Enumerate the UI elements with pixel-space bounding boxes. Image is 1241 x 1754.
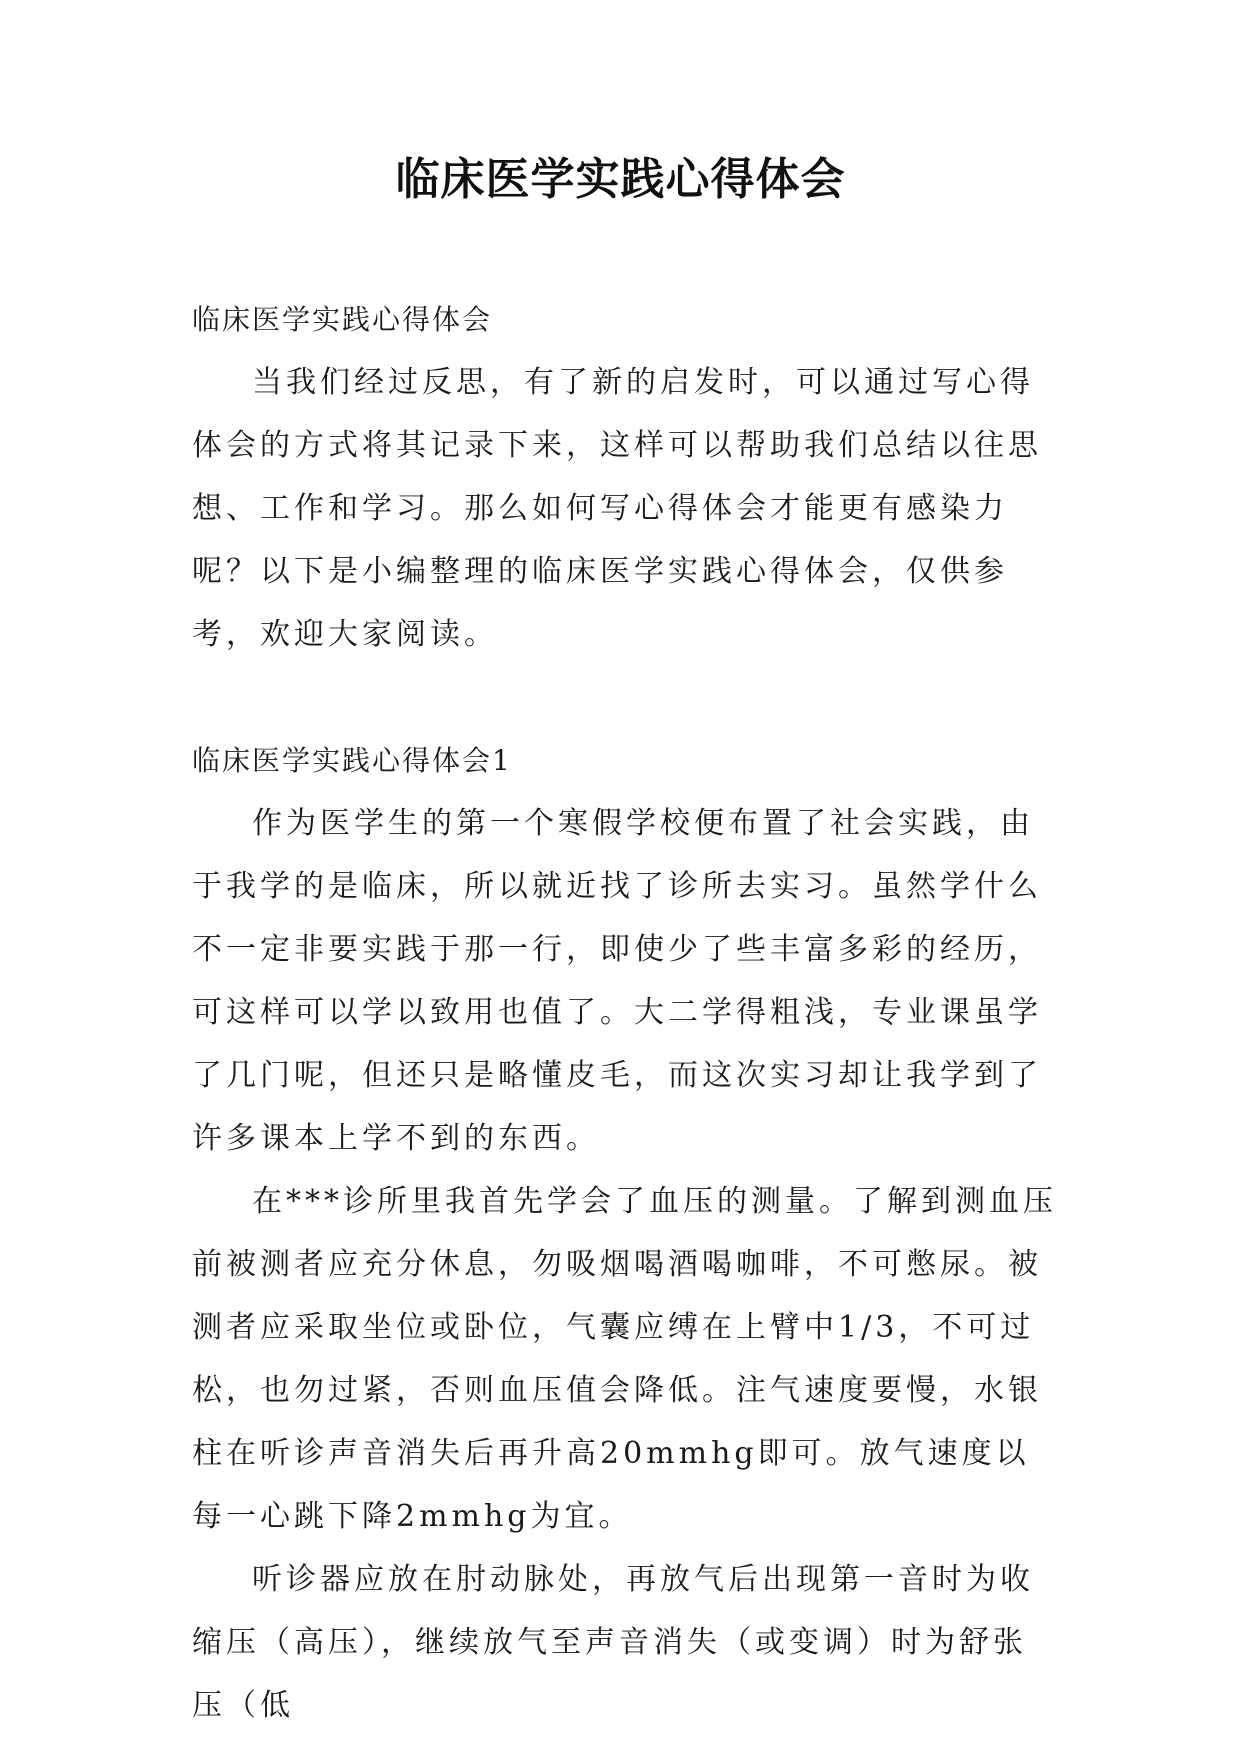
section-1-paragraph-1: 作为医学生的第一个寒假学校便布置了社会实践，由于我学的是临床，所以就近找了诊所去实习。虽然学什么不一定非要实践于那一行，即使少了些丰富多彩的经历，可这样可以学以致用也值了。大二学得粗浅，专业课虽学了几门呢，但还只是略懂皮毛，而这次实习却让我学到了许多课本上学不到的东西。 [192, 806, 1042, 1156]
document-body [192, 288, 1058, 1737]
section-1-paragraph-3: 听诊器应放在肘动脉处，再放气后出现第一音时为收缩压（高压），继续放气至声音消失（或变调）时为舒张压（低 [192, 1562, 1034, 1723]
section-spacer [192, 666, 1058, 729]
document-title: 临床医学实践心得体会 [395, 154, 846, 205]
intro-paragraph: 当我们经过反思，有了新的启发时，可以通过写心得体会的方式将其记录下来，这样可以帮助我们总结以往思想、工作和学习。那么如何写心得体会才能更有感染力呢？以下是小编整理的临床医学实践心得体会，仅供参考，欢迎大家阅读。 [192, 365, 1042, 652]
section-1-heading: 临床医学实践心得体会1 [192, 744, 512, 777]
section-1-paragraph-2: 在***诊所里我首先学会了血压的测量。了解到测血压前被测者应充分休息，勿吸烟喝酒喝咖啡，不可憋尿。被测者应采取坐位或卧位，气囊应缚在上臂中1/3，不可过松，也勿过紧，否则血压值会降低。注气速度要慢，水银柱在听诊声音消失后再升高20mmhg即可。放气速度以每一心跳下降2mmhg为宜。 [192, 1184, 1057, 1534]
intro-heading: 临床医学实践心得体会 [192, 303, 493, 336]
